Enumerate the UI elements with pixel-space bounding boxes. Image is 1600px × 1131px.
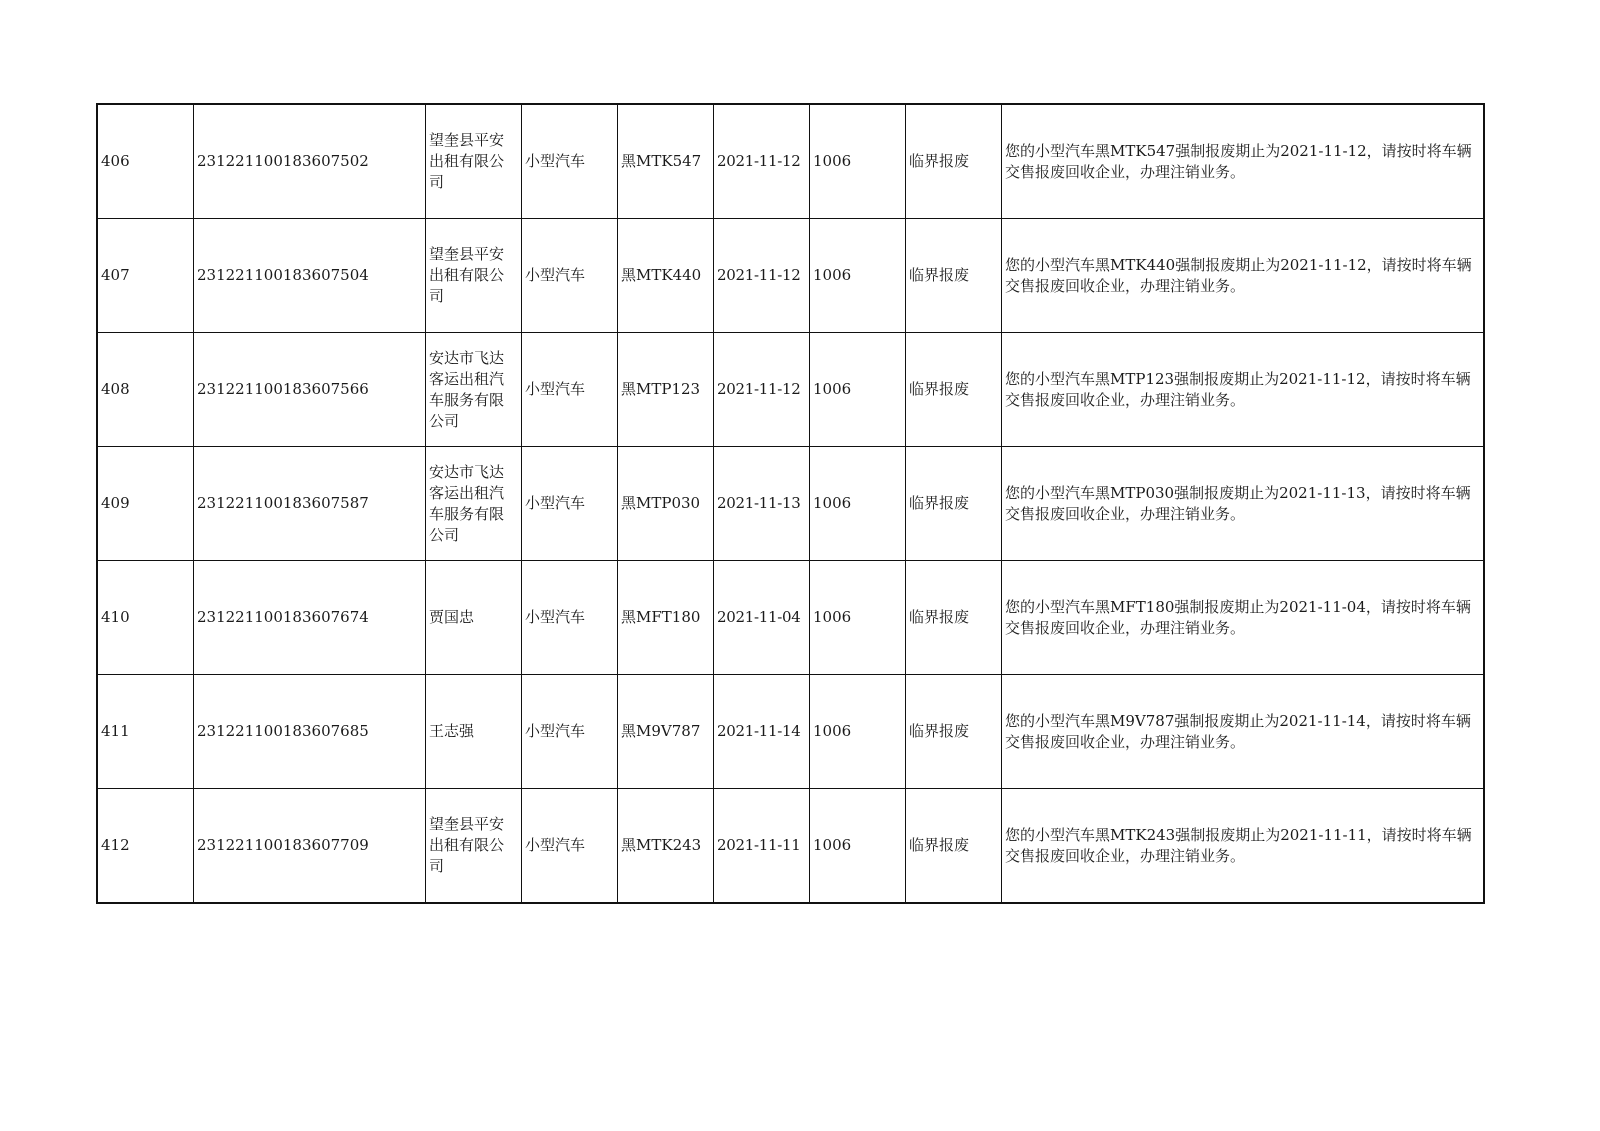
- status-cell: 临界报废: [906, 104, 1002, 219]
- table-row: [97, 219, 1484, 333]
- owner-cell: 望奎县平安出租有限公司: [426, 219, 522, 333]
- owner-cell: 望奎县平安出租有限公司: [426, 789, 522, 904]
- vehicle-scrap-notice-table: [96, 103, 1485, 904]
- record-id-cell: 231221100183607504: [194, 219, 426, 333]
- status-cell: 临界报废: [906, 789, 1002, 904]
- notice-message-cell: 您的小型汽车黑MTP123强制报废期止为2021-11-12，请按时将车辆交售报废回收企业，办理注销业务。: [1002, 333, 1485, 447]
- notice-message-cell: 您的小型汽车黑MTK547强制报废期止为2021-11-12，请按时将车辆交售报废回收企业，办理注销业务。: [1002, 104, 1485, 219]
- vehicle-type-cell: 小型汽车: [522, 561, 618, 675]
- deadline-date-cell: 2021-11-14: [714, 675, 810, 789]
- table-row: [97, 104, 1484, 219]
- plate-number-cell: 黑MTK440: [618, 219, 714, 333]
- row-number-cell: 412: [97, 789, 194, 904]
- deadline-date-cell: 2021-11-12: [714, 104, 810, 219]
- plate-number-cell: 黑M9V787: [618, 675, 714, 789]
- row-number-cell: 407: [97, 219, 194, 333]
- code-cell: 1006: [810, 104, 906, 219]
- table-row: [97, 675, 1484, 789]
- vehicle-type-cell: 小型汽车: [522, 675, 618, 789]
- status-cell: 临界报废: [906, 675, 1002, 789]
- record-id-cell: 231221100183607587: [194, 447, 426, 561]
- vehicle-type-cell: 小型汽车: [522, 789, 618, 904]
- plate-number-cell: 黑MTP123: [618, 333, 714, 447]
- plate-number-cell: 黑MTP030: [618, 447, 714, 561]
- table-row: [97, 789, 1484, 904]
- code-cell: 1006: [810, 219, 906, 333]
- vehicle-type-cell: 小型汽车: [522, 447, 618, 561]
- deadline-date-cell: 2021-11-04: [714, 561, 810, 675]
- status-cell: 临界报废: [906, 561, 1002, 675]
- row-number-cell: 409: [97, 447, 194, 561]
- vehicle-type-cell: 小型汽车: [522, 104, 618, 219]
- status-cell: 临界报废: [906, 447, 1002, 561]
- deadline-date-cell: 2021-11-11: [714, 789, 810, 904]
- code-cell: 1006: [810, 675, 906, 789]
- code-cell: 1006: [810, 447, 906, 561]
- code-cell: 1006: [810, 561, 906, 675]
- record-id-cell: 231221100183607709: [194, 789, 426, 904]
- owner-cell: 安达市飞达客运出租汽车服务有限公司: [426, 333, 522, 447]
- vehicle-type-cell: 小型汽车: [522, 219, 618, 333]
- table-row: [97, 447, 1484, 561]
- row-number-cell: 408: [97, 333, 194, 447]
- table-row: [97, 333, 1484, 447]
- record-id-cell: 231221100183607674: [194, 561, 426, 675]
- owner-cell: 望奎县平安出租有限公司: [426, 104, 522, 219]
- owner-cell: 王志强: [426, 675, 522, 789]
- deadline-date-cell: 2021-11-12: [714, 333, 810, 447]
- code-cell: 1006: [810, 789, 906, 904]
- notice-message-cell: 您的小型汽车黑MTK440强制报废期止为2021-11-12，请按时将车辆交售报废回收企业，办理注销业务。: [1002, 219, 1485, 333]
- notice-message-cell: 您的小型汽车黑MTP030强制报废期止为2021-11-13，请按时将车辆交售报废回收企业，办理注销业务。: [1002, 447, 1485, 561]
- vehicle-type-cell: 小型汽车: [522, 333, 618, 447]
- owner-cell: 安达市飞达客运出租汽车服务有限公司: [426, 447, 522, 561]
- notice-message-cell: 您的小型汽车黑MFT180强制报废期止为2021-11-04，请按时将车辆交售报废回收企业，办理注销业务。: [1002, 561, 1485, 675]
- plate-number-cell: 黑MTK243: [618, 789, 714, 904]
- status-cell: 临界报废: [906, 219, 1002, 333]
- record-id-cell: 231221100183607502: [194, 104, 426, 219]
- status-cell: 临界报废: [906, 333, 1002, 447]
- owner-cell: 贾国忠: [426, 561, 522, 675]
- row-number-cell: 406: [97, 104, 194, 219]
- record-id-cell: 231221100183607685: [194, 675, 426, 789]
- row-number-cell: 410: [97, 561, 194, 675]
- plate-number-cell: 黑MTK547: [618, 104, 714, 219]
- notice-message-cell: 您的小型汽车黑MTK243强制报废期止为2021-11-11，请按时将车辆交售报废回收企业，办理注销业务。: [1002, 789, 1485, 904]
- notice-message-cell: 您的小型汽车黑M9V787强制报废期止为2021-11-14，请按时将车辆交售报废回收企业，办理注销业务。: [1002, 675, 1485, 789]
- deadline-date-cell: 2021-11-12: [714, 219, 810, 333]
- record-id-cell: 231221100183607566: [194, 333, 426, 447]
- deadline-date-cell: 2021-11-13: [714, 447, 810, 561]
- plate-number-cell: 黑MFT180: [618, 561, 714, 675]
- code-cell: 1006: [810, 333, 906, 447]
- table-row: [97, 561, 1484, 675]
- row-number-cell: 411: [97, 675, 194, 789]
